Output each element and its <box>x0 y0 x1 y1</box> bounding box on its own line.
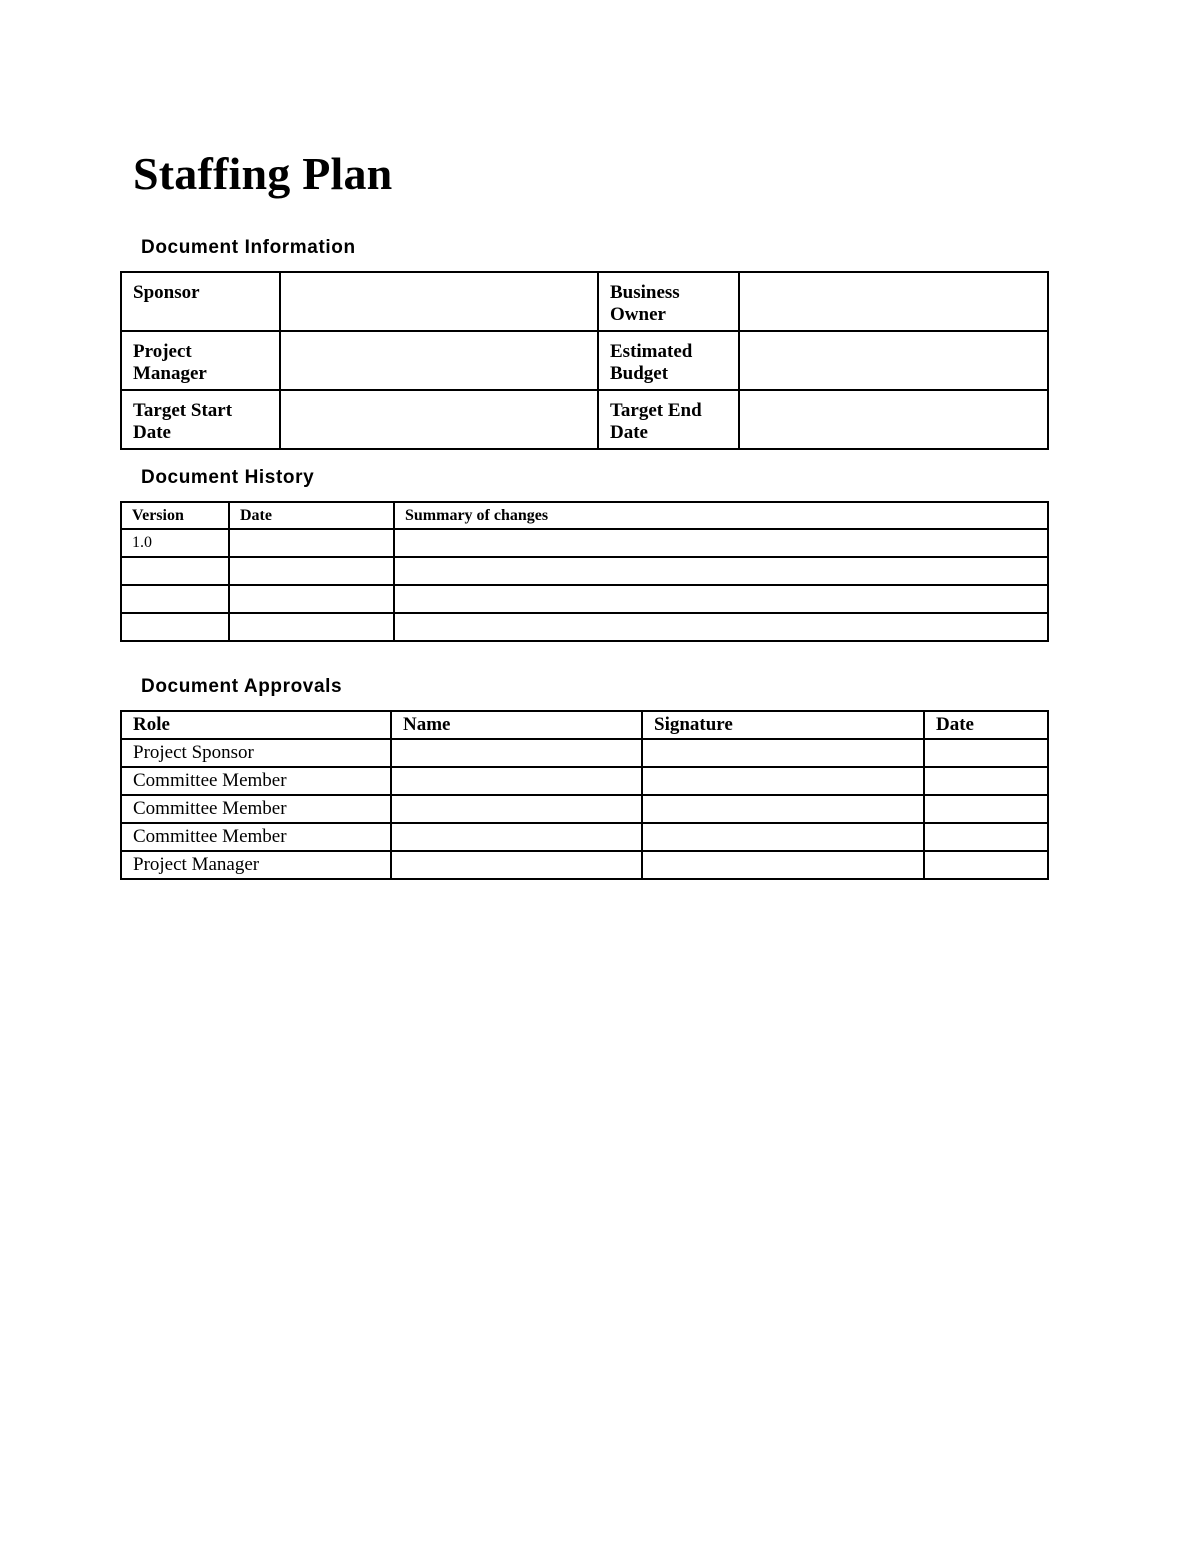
table-row <box>121 585 1048 613</box>
business-owner-value[interactable] <box>739 272 1048 331</box>
approvals-header-row <box>121 711 1048 739</box>
approval-date-cell[interactable] <box>924 851 1048 879</box>
approval-date-cell[interactable] <box>924 823 1048 851</box>
name-cell[interactable] <box>391 823 642 851</box>
signature-cell[interactable] <box>642 739 924 767</box>
version-column-header: Version <box>121 502 229 529</box>
table-row <box>121 529 1048 557</box>
sponsor-value[interactable] <box>280 272 598 331</box>
approval-date-cell[interactable] <box>924 795 1048 823</box>
summary-cell[interactable] <box>394 613 1048 641</box>
target-end-date-value[interactable] <box>739 390 1048 449</box>
estimated-budget-value[interactable] <box>739 331 1048 390</box>
date-cell[interactable] <box>229 613 394 641</box>
approval-date-cell[interactable] <box>924 739 1048 767</box>
role-cell: Project Manager <box>121 851 391 879</box>
document-approvals-table <box>120 710 1049 880</box>
name-cell[interactable] <box>391 739 642 767</box>
page-title: Staffing Plan <box>133 148 393 199</box>
signature-column-header: Signature <box>642 711 924 739</box>
document-information-table <box>120 271 1049 450</box>
name-cell[interactable] <box>391 795 642 823</box>
role-cell: Committee Member <box>121 767 391 795</box>
signature-cell[interactable] <box>642 823 924 851</box>
project-manager-label: Project Manager <box>121 331 280 390</box>
date-cell[interactable] <box>229 557 394 585</box>
approval-date-column-header: Date <box>924 711 1048 739</box>
sponsor-label: Sponsor <box>121 272 280 331</box>
info-row-project-manager <box>121 331 1048 390</box>
role-cell: Committee Member <box>121 795 391 823</box>
version-cell[interactable] <box>121 557 229 585</box>
info-row-sponsor <box>121 272 1048 331</box>
estimated-budget-label: Estimated Budget <box>598 331 739 390</box>
document-history-table <box>120 501 1049 642</box>
target-start-date-label: Target Start Date <box>121 390 280 449</box>
document-history-heading: Document History <box>141 467 315 488</box>
summary-cell[interactable] <box>394 529 1048 557</box>
date-column-header: Date <box>229 502 394 529</box>
date-cell[interactable] <box>229 585 394 613</box>
approval-date-cell[interactable] <box>924 767 1048 795</box>
target-start-date-value[interactable] <box>280 390 598 449</box>
summary-cell[interactable] <box>394 557 1048 585</box>
document-approvals-heading: Document Approvals <box>141 676 343 697</box>
role-column-header: Role <box>121 711 391 739</box>
version-cell[interactable] <box>121 613 229 641</box>
business-owner-label: Business Owner <box>598 272 739 331</box>
table-row <box>121 851 1048 879</box>
target-end-date-label: Target End Date <box>598 390 739 449</box>
role-cell: Project Sponsor <box>121 739 391 767</box>
name-column-header: Name <box>391 711 642 739</box>
version-cell[interactable] <box>121 585 229 613</box>
table-row <box>121 795 1048 823</box>
signature-cell[interactable] <box>642 851 924 879</box>
table-row <box>121 613 1048 641</box>
table-row <box>121 739 1048 767</box>
table-row <box>121 767 1048 795</box>
signature-cell[interactable] <box>642 767 924 795</box>
table-row <box>121 557 1048 585</box>
document-information-heading: Document Information <box>141 237 356 258</box>
history-header-row <box>121 502 1048 529</box>
summary-cell[interactable] <box>394 585 1048 613</box>
info-row-target-dates <box>121 390 1048 449</box>
role-cell: Committee Member <box>121 823 391 851</box>
date-cell[interactable] <box>229 529 394 557</box>
name-cell[interactable] <box>391 851 642 879</box>
name-cell[interactable] <box>391 767 642 795</box>
project-manager-value[interactable] <box>280 331 598 390</box>
signature-cell[interactable] <box>642 795 924 823</box>
version-cell[interactable]: 1.0 <box>121 529 229 557</box>
table-row <box>121 823 1048 851</box>
summary-column-header: Summary of changes <box>394 502 1048 529</box>
